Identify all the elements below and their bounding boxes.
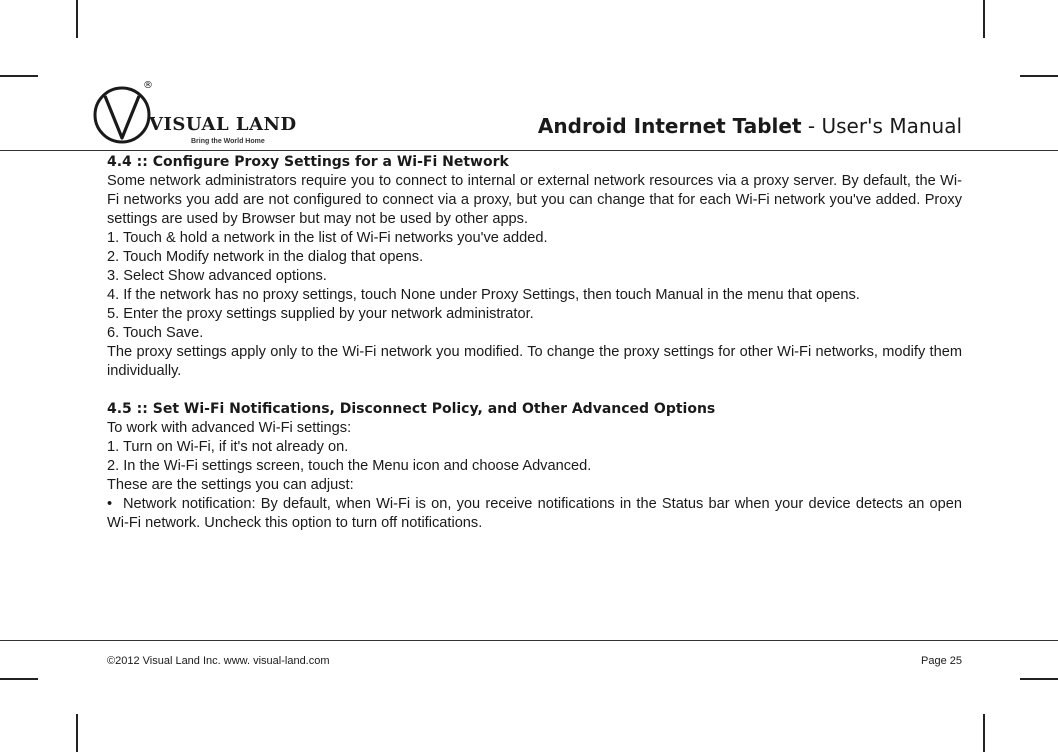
crop-mark-right-top [1020,75,1058,77]
section-spacer [107,381,962,400]
page-number: Page 25 [921,655,962,667]
crop-mark-right-bottom [1020,678,1058,680]
step-item: 3. Select Show advanced options. [107,268,327,284]
manual-title-suffix: - User's Manual [801,114,962,138]
crop-mark-bottom-right [983,714,985,752]
step-item: 1. Touch & hold a network in the list of Wi-Fi networks you've added. [107,230,548,246]
brand-name: VISUAL LAND [149,114,297,135]
step-item: 4. If the network has no proxy settings, touch None under Proxy Settings, then touch Manual in the menu that opens. [107,287,860,303]
section-4-5-intro: To work with advanced Wi-Fi settings: [107,420,352,436]
bullet-text: Network notification: By default, when Wi-Fi is on, you receive notifications in the Status bar when your device detects an open Wi-Fi network. Uncheck this option to turn off notifications. [107,496,962,531]
crop-mark-bottom-left [76,714,78,752]
crop-mark-top-right [983,0,985,38]
section-heading-4-5: 4.5 :: Set Wi-Fi Notifications, Disconnect Policy, and Other Advanced Options [107,401,716,417]
step-item: 2. In the Wi-Fi settings screen, touch the Menu icon and choose Advanced. [107,458,592,474]
brand-tagline: Bring the World Home [191,138,265,145]
footer-rule [0,640,1058,641]
section-4-4-intro: Some network administrators require you to connect to internal or external network resources via a proxy server. By default, the Wi-Fi networks you add are not configured to connect via a proxy, but you can change that for each Wi-Fi network you've added. Proxy settings are used by Browser but may not be used by other apps. [107,173,962,227]
step-item: 2. Touch Modify network in the dialog that opens. [107,249,424,265]
bullet-item [107,495,962,533]
manual-title-product: Android Internet Tablet [537,114,802,138]
bullet-dot-icon: • [107,496,113,512]
section-4-4-outro: The proxy settings apply only to the Wi-Fi network you modified. To change the proxy settings for other Wi-Fi networks, modify them individually. [107,344,962,379]
section-heading-4-4: 4.4 :: Configure Proxy Settings for a Wi-Fi Network [107,154,509,170]
brand-logo [93,80,333,150]
manual-title [538,114,962,138]
crop-mark-left-top [0,75,38,77]
registered-mark: ® [143,80,153,91]
settings-intro: These are the settings you can adjust: [107,477,354,493]
page-content [107,153,962,533]
logo-v-emblem-icon [93,84,151,146]
crop-mark-top-left [76,0,78,38]
footer-copyright: ©2012 Visual Land Inc. www. visual-land.com [107,655,330,667]
crop-mark-left-bottom [0,678,38,680]
step-item: 5. Enter the proxy settings supplied by your network administrator. [107,306,534,322]
step-item: 1. Turn on Wi-Fi, if it's not already on. [107,439,349,455]
header-rule [0,150,1058,151]
step-item: 6. Touch Save. [107,325,204,341]
